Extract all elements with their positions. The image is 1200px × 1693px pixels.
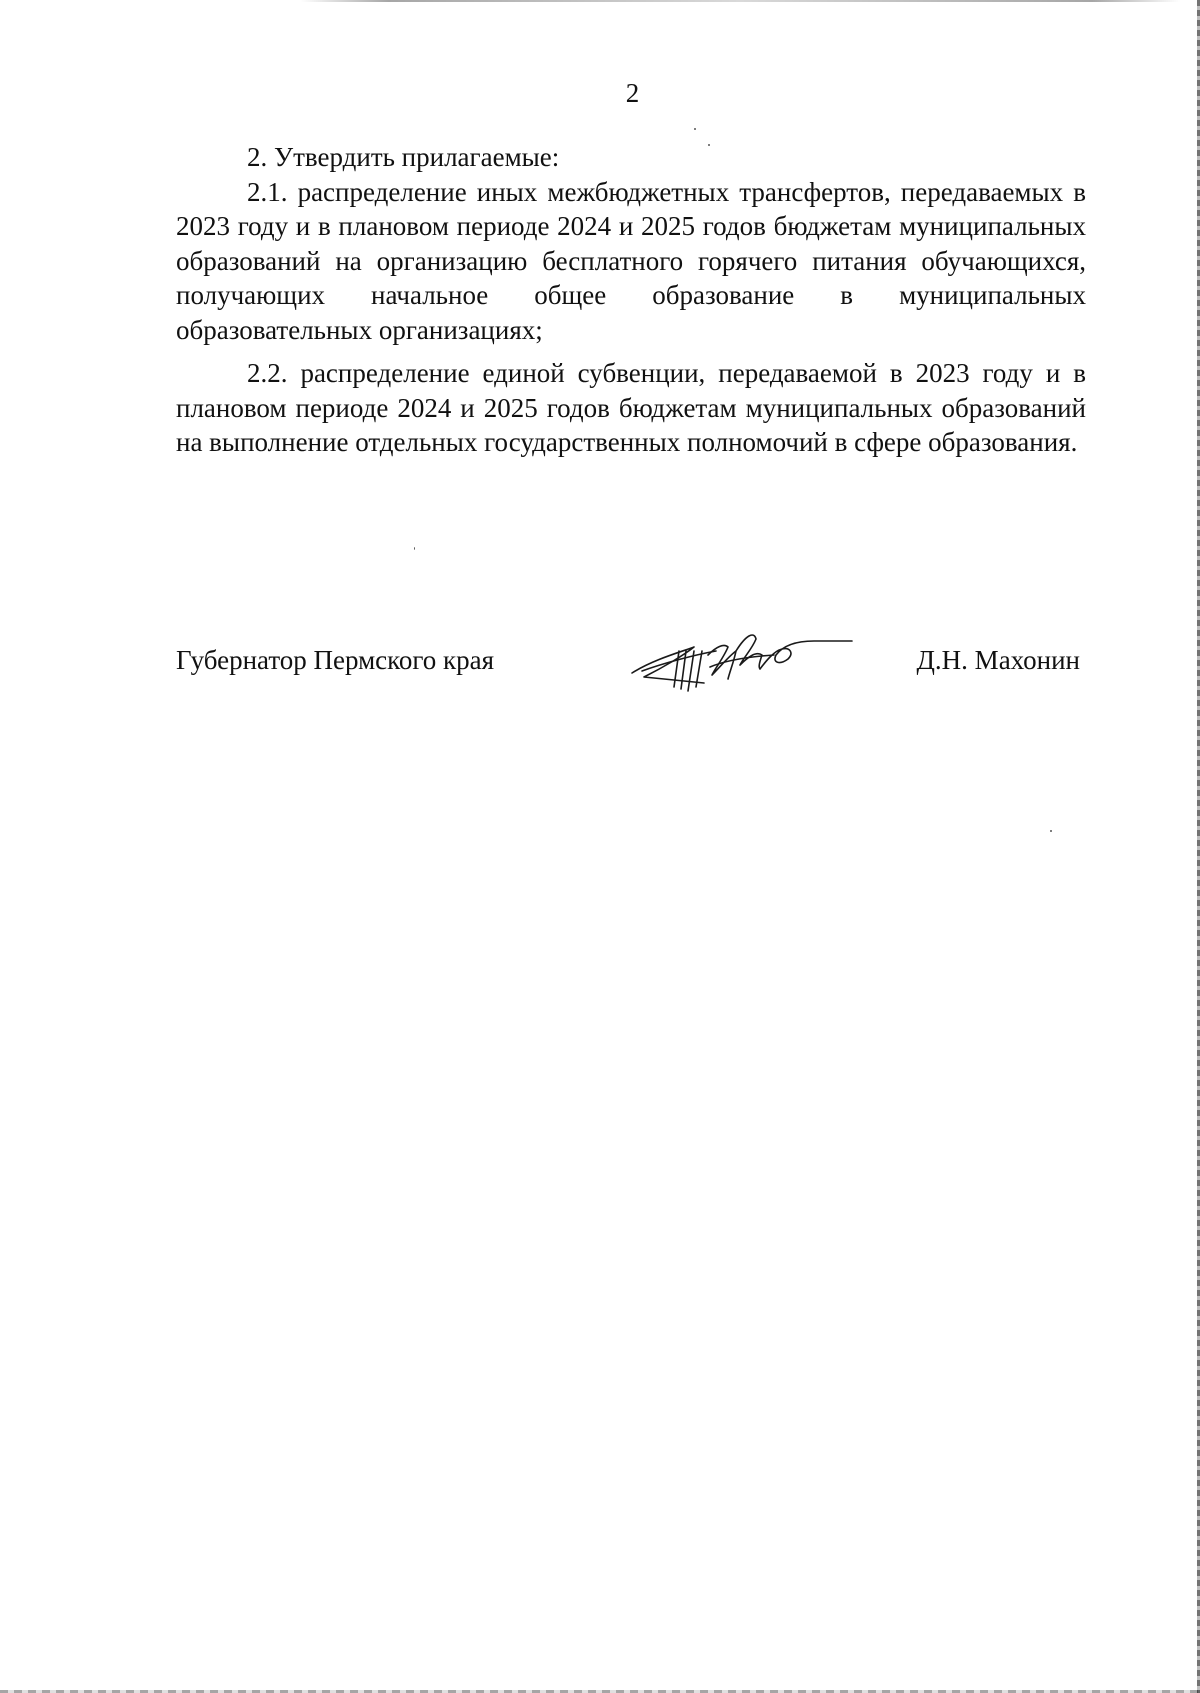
signer-name: Д.Н. Махонин	[916, 645, 1080, 675]
paragraph-2-1: 2.1. распределение иных межбюджетных трансфертов, передаваемых в 2023 году и в плановом периоде 2024 и 2025 годов бюджетам муниципальных образований на организацию бесплатного горячего питания обучающихся, получающих начальное общее образование в муниципальных образовательных организациях;	[176, 176, 1086, 345]
scan-speck	[1050, 830, 1052, 832]
paragraph-2-2: 2.2. распределение единой субвенции, передаваемой в 2023 году и в плановом периоде 2024 и 2025 годов бюджетам муниципальных образований на выполнение отдельных государственных полномочий в сфере образования.	[176, 358, 1086, 457]
handwritten-signature	[624, 621, 854, 701]
paragraph-approve: 2. Утвердить прилагаемые:	[247, 142, 560, 172]
scan-speck	[414, 547, 415, 550]
page-number: 2	[625, 78, 640, 108]
scan-speck	[708, 144, 710, 146]
signature-block	[176, 645, 1080, 705]
scan-speck	[694, 128, 696, 130]
scan-edge-top	[300, 0, 1180, 2]
document-body	[176, 140, 1086, 460]
signer-position: Губернатор Пермского края	[176, 645, 495, 675]
